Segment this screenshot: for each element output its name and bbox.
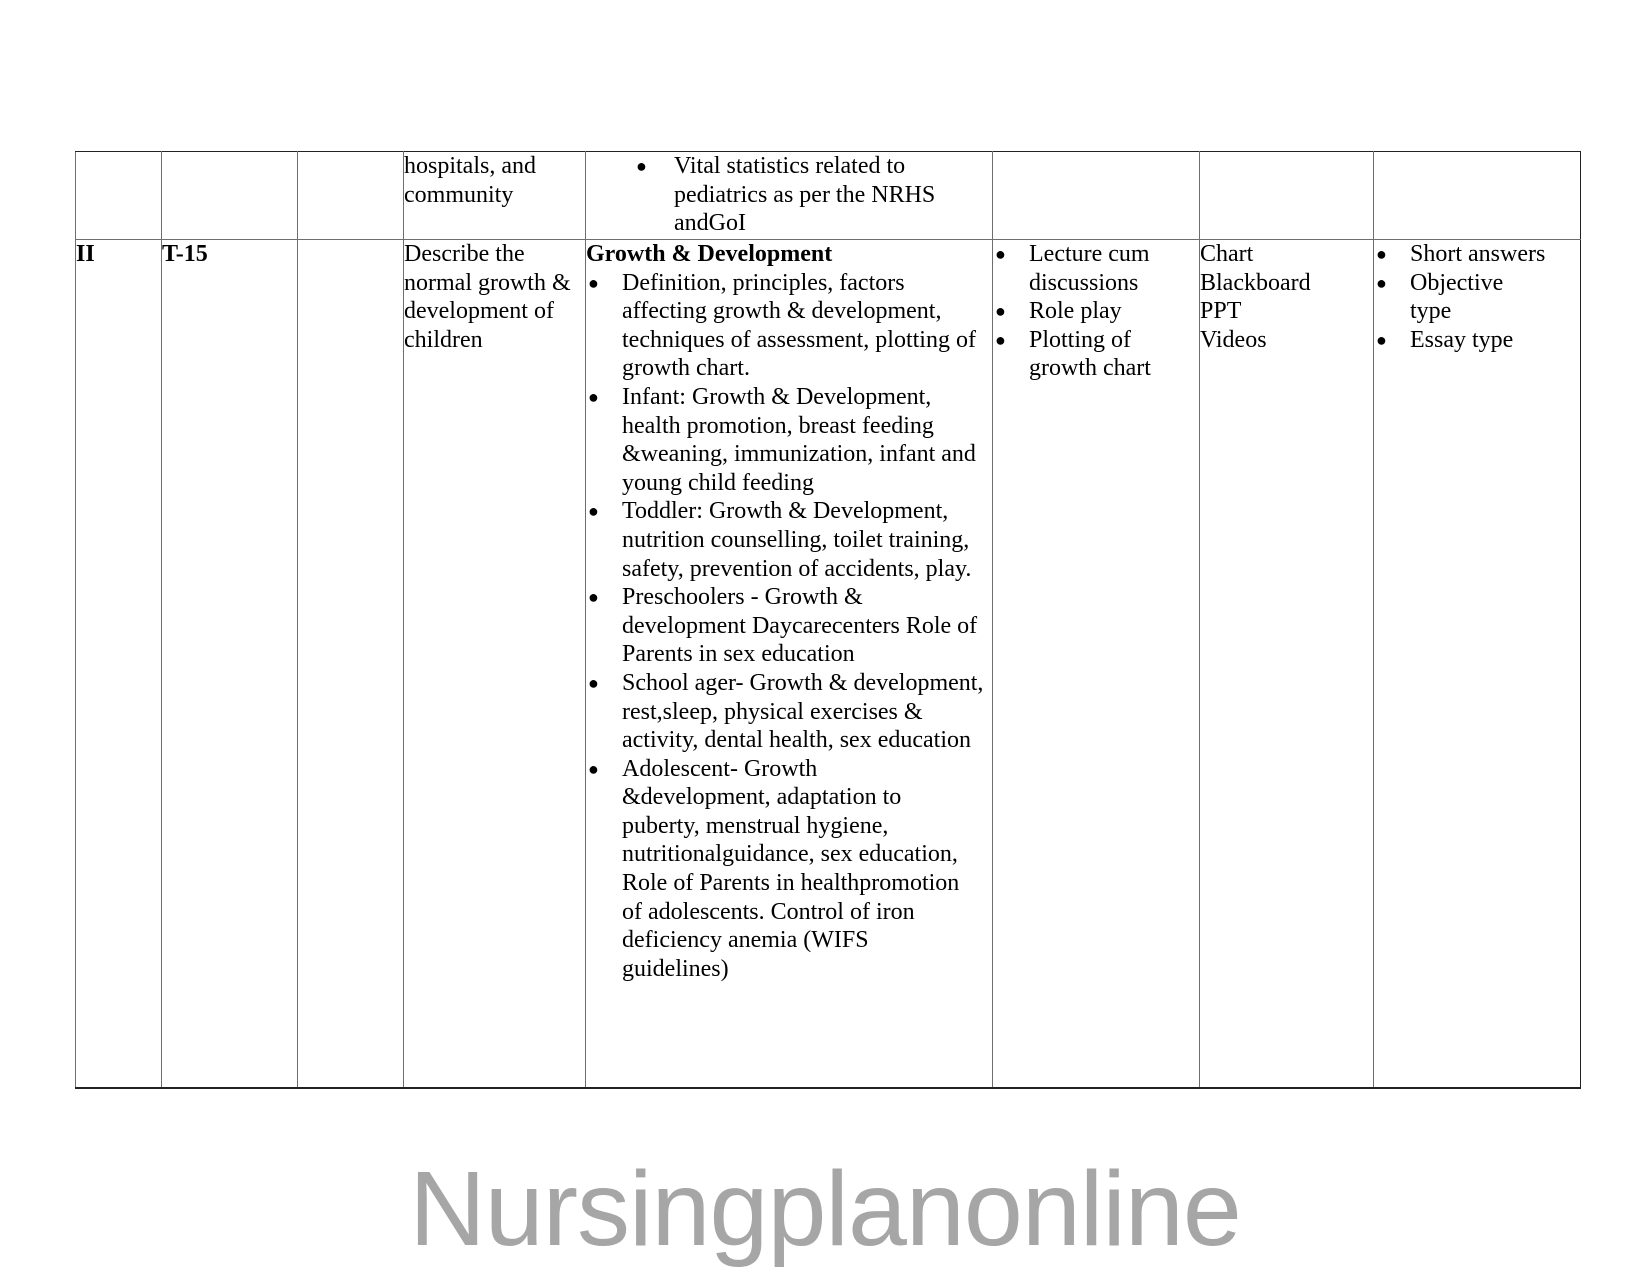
method-item bbox=[993, 326, 1199, 383]
method-item bbox=[993, 297, 1199, 326]
content-list bbox=[586, 269, 992, 984]
bullet-icon: ● bbox=[995, 244, 1006, 264]
bullet-icon: ● bbox=[995, 301, 1006, 322]
assessment-item-text: Objective type bbox=[1410, 269, 1504, 325]
content-item-text: Vital statistics related to pediatrics as per the NRHS andGoI bbox=[674, 153, 936, 237]
aid-item: Blackboard bbox=[1200, 269, 1311, 296]
time-cell bbox=[162, 152, 298, 240]
method-item bbox=[993, 240, 1199, 297]
assessment-cell bbox=[1374, 240, 1581, 1088]
assessment-cell bbox=[1374, 152, 1581, 240]
watermark: Nursingplanonline bbox=[409, 1150, 1241, 1268]
bullet-icon: ● bbox=[588, 758, 599, 779]
aid-item: Videos bbox=[1200, 326, 1267, 353]
table-row bbox=[76, 240, 1581, 1088]
bullet-icon: ● bbox=[588, 386, 599, 407]
content-item-text: Infant: Growth & Development, health promotion, breast feeding &weaning, immunization, infant and young child feeding bbox=[622, 383, 976, 496]
assessment-item bbox=[1374, 240, 1580, 269]
bullet-icon: ● bbox=[1376, 329, 1387, 350]
assessment-item bbox=[1374, 326, 1580, 355]
method-item-text: Role play bbox=[1029, 298, 1122, 325]
bullet-icon: ● bbox=[588, 672, 599, 693]
aid-item: Chart bbox=[1200, 241, 1254, 267]
content-item-text: Adolescent- Growth &development, adaptation to puberty, menstrual hygiene, nutritionalguidance, sex education, Role of Parents in healthpromotion of adolescents. Control of iron deficiency anemia (WIFS guidelines) bbox=[622, 755, 960, 982]
hours-cell bbox=[298, 152, 404, 240]
bullet-icon: ● bbox=[1376, 272, 1387, 293]
bullet-icon: ● bbox=[588, 501, 599, 522]
content-item bbox=[586, 755, 992, 984]
aids-cell bbox=[1200, 240, 1374, 1088]
content-heading: Growth & Development bbox=[586, 241, 833, 267]
methods-cell bbox=[993, 152, 1200, 240]
methods-cell bbox=[993, 240, 1200, 1088]
content-cell bbox=[586, 152, 993, 240]
objectives-cell: Describe the normal growth & development of children bbox=[404, 240, 586, 1088]
bullet-icon: ● bbox=[1376, 244, 1387, 264]
table-row bbox=[76, 152, 1581, 240]
content-item bbox=[586, 583, 992, 669]
assessment-item-text: Essay type bbox=[1410, 326, 1514, 353]
content-item-text: Definition, principles, factors affecting growth & development, techniques of assessment, plotting of growth chart. bbox=[622, 269, 976, 382]
content-item bbox=[586, 497, 992, 583]
bullet-icon: ● bbox=[995, 329, 1006, 350]
content-list bbox=[586, 152, 992, 238]
assessment-item-text: Short answers bbox=[1410, 241, 1546, 267]
content-item bbox=[586, 152, 992, 238]
content-cell bbox=[586, 240, 993, 1088]
content-item bbox=[586, 669, 992, 755]
unit-cell bbox=[76, 152, 162, 240]
time-cell: T-15 bbox=[162, 240, 298, 1088]
assessment-item bbox=[1374, 269, 1580, 326]
bullet-icon: ● bbox=[588, 272, 599, 293]
bullet-icon: ● bbox=[636, 156, 647, 176]
bullet-icon: ● bbox=[588, 587, 599, 608]
content-item-text: Toddler: Growth & Development, nutrition counselling, toilet training, safety, prevention of accidents, play. bbox=[622, 498, 972, 582]
method-item-text: Plotting of growth chart bbox=[1029, 326, 1151, 382]
content-item bbox=[586, 383, 992, 497]
content-item bbox=[586, 269, 992, 383]
hours-cell bbox=[298, 240, 404, 1088]
aid-item: PPT bbox=[1200, 298, 1242, 325]
unit-cell: II bbox=[76, 240, 162, 1088]
methods-list bbox=[993, 240, 1199, 383]
assessment-list bbox=[1374, 240, 1580, 354]
aids-cell bbox=[1200, 152, 1374, 240]
method-item-text: Lecture cum discussions bbox=[1029, 241, 1150, 296]
curriculum-table bbox=[75, 151, 1581, 1089]
content-item-text: Preschoolers - Growth & development Daycarecenters Role of Parents in sex education bbox=[622, 584, 978, 668]
content-item-text: School ager- Growth & development, rest,sleep, physical exercises & activity, dental health, sex education bbox=[622, 669, 984, 754]
objectives-cell: hospitals, and community bbox=[404, 152, 586, 240]
